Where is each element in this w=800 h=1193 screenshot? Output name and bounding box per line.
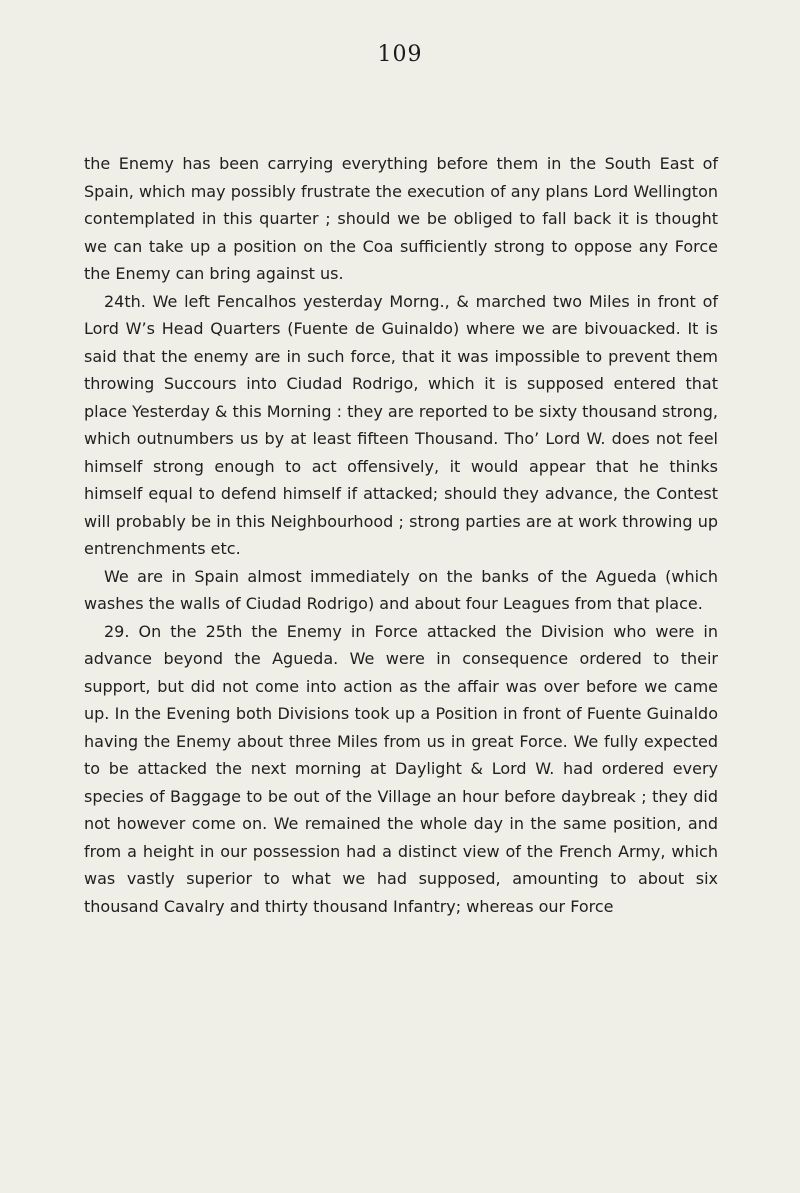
paragraph-4: 29. On the 25th the Enemy in Force attacked the Division who were in advance beyond the Agueda. We were in consequence ordered to their support, but did not come into action as the affair was over before we came up. In the Evening both Divisions took up a Position in front of Fuente Guinaldo having the Enemy about three Miles from us in great Force. We fully expected to be attacked the next morning at Daylight & Lord W. had ordered every species of Baggage to be out of the Village an hour before daybreak ; they did not however come on. We remained the whole day in the same position, and from a height in our possession had a distinct view of the French Army, which was vastly superior to what we had supposed, amounting to about six thousand Cavalry and thirty thousand Infantry; whereas our Force	[84, 621, 718, 916]
paragraph-1: the Enemy has been carrying everything before them in the South East of Spain, which may possibly frustrate the execution of any plans Lord Wellington contemplated in this quarter ; should we be obliged to fall back it is thought we can take up a position on the Coa sufficiently strong to oppose any Force the Enemy can bring against us.	[84, 154, 718, 283]
body-text	[84, 150, 718, 920]
paragraph-2: 24th. We left Fencalhos yesterday Morng., & marched two Miles in front of Lord W’s Head Quarters (Fuente de Guinaldo) where we are bivouacked. It is said that the enemy are in such force, that it was impossible to prevent them throwing Succours into Ciudad Rodrigo, which it is supposed entered that place Yesterday & this Morning : they are reported to be sixty thousand strong, which outnumbers us by at least fifteen Thousand. Tho’ Lord W. does not feel himself strong enough to act offensively, it would appear that he thinks himself equal to defend himself if attacked; should they advance, the Contest will probably be in this Neighbourhood ; strong parties are at work throwing up entrenchments etc.	[84, 291, 718, 558]
page-number: 109	[377, 42, 423, 67]
paragraph-3: We are in Spain almost immediately on the banks of the Agueda (which washes the walls of Ciudad Rodrigo) and about four Leagues from that place.	[84, 566, 718, 613]
